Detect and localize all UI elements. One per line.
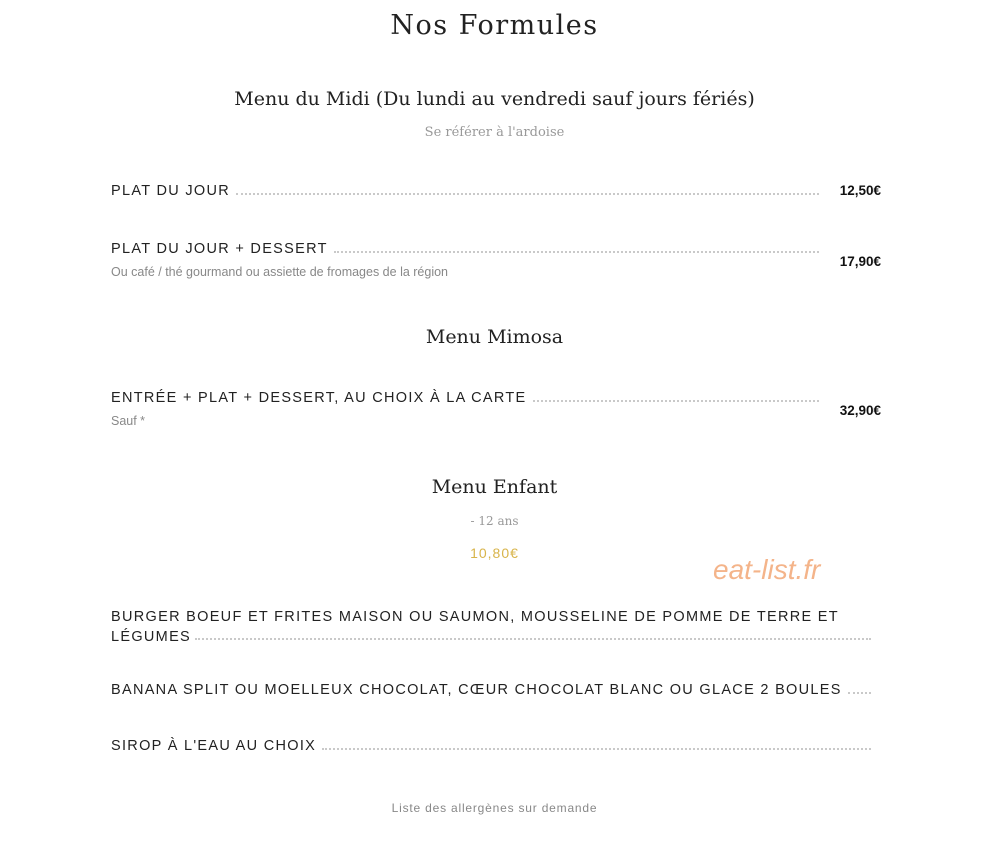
menu-item [111,607,871,647]
menu-item [111,183,881,199]
dotted-leader [322,748,871,750]
item-price: 12,50€ [839,183,881,198]
section-price-enfant: 10,80€ [470,545,519,561]
item-name: PLAT DU JOUR + DESSERT [111,241,328,257]
item-description: Sauf * [111,414,146,428]
item-name: BANANA SPLIT OU MOELLEUX CHOCOLAT, CŒUR CHOCOLAT BLANC OU GLACE 2 BOULES [111,682,842,698]
item-price: 32,90€ [839,403,881,418]
section-title-enfant: Menu Enfant [431,476,558,498]
dotted-leader [533,400,819,402]
page-title: Nos Formules [390,10,599,41]
item-name: SIROP À L'EAU AU CHOIX [111,738,317,754]
menu-item [111,682,871,698]
section-title-midi: Menu du Midi (Du lundi au vendredi sauf jours fériés) [234,88,755,110]
dotted-leader [848,692,871,694]
section-title-mimosa: Menu Mimosa [425,326,564,348]
item-name: PLAT DU JOUR [111,183,230,199]
menu-item [111,738,871,754]
item-name: BURGER BOEUF ET FRITES MAISON OU SAUMON, MOUSSELINE DE POMME DE TERRE ET LÉGUMES [111,609,839,645]
dotted-leader [236,193,819,195]
menu-item [111,390,881,428]
dotted-leader [195,638,871,640]
section-subtitle-midi: Se référer à l'ardoise [424,125,565,140]
dotted-leader [334,251,819,253]
item-price: 17,90€ [839,254,881,269]
menu-item [111,241,881,279]
item-description: Ou café / thé gourmand ou assiette de fromages de la région [111,265,449,279]
item-name: ENTRÉE + PLAT + DESSERT, AU CHOIX À LA CARTE [111,390,527,406]
watermark: eat-list.fr [713,554,821,585]
section-subtitle-enfant: - 12 ans [470,514,519,528]
allergen-note: Liste des allergènes sur demande [391,801,598,815]
